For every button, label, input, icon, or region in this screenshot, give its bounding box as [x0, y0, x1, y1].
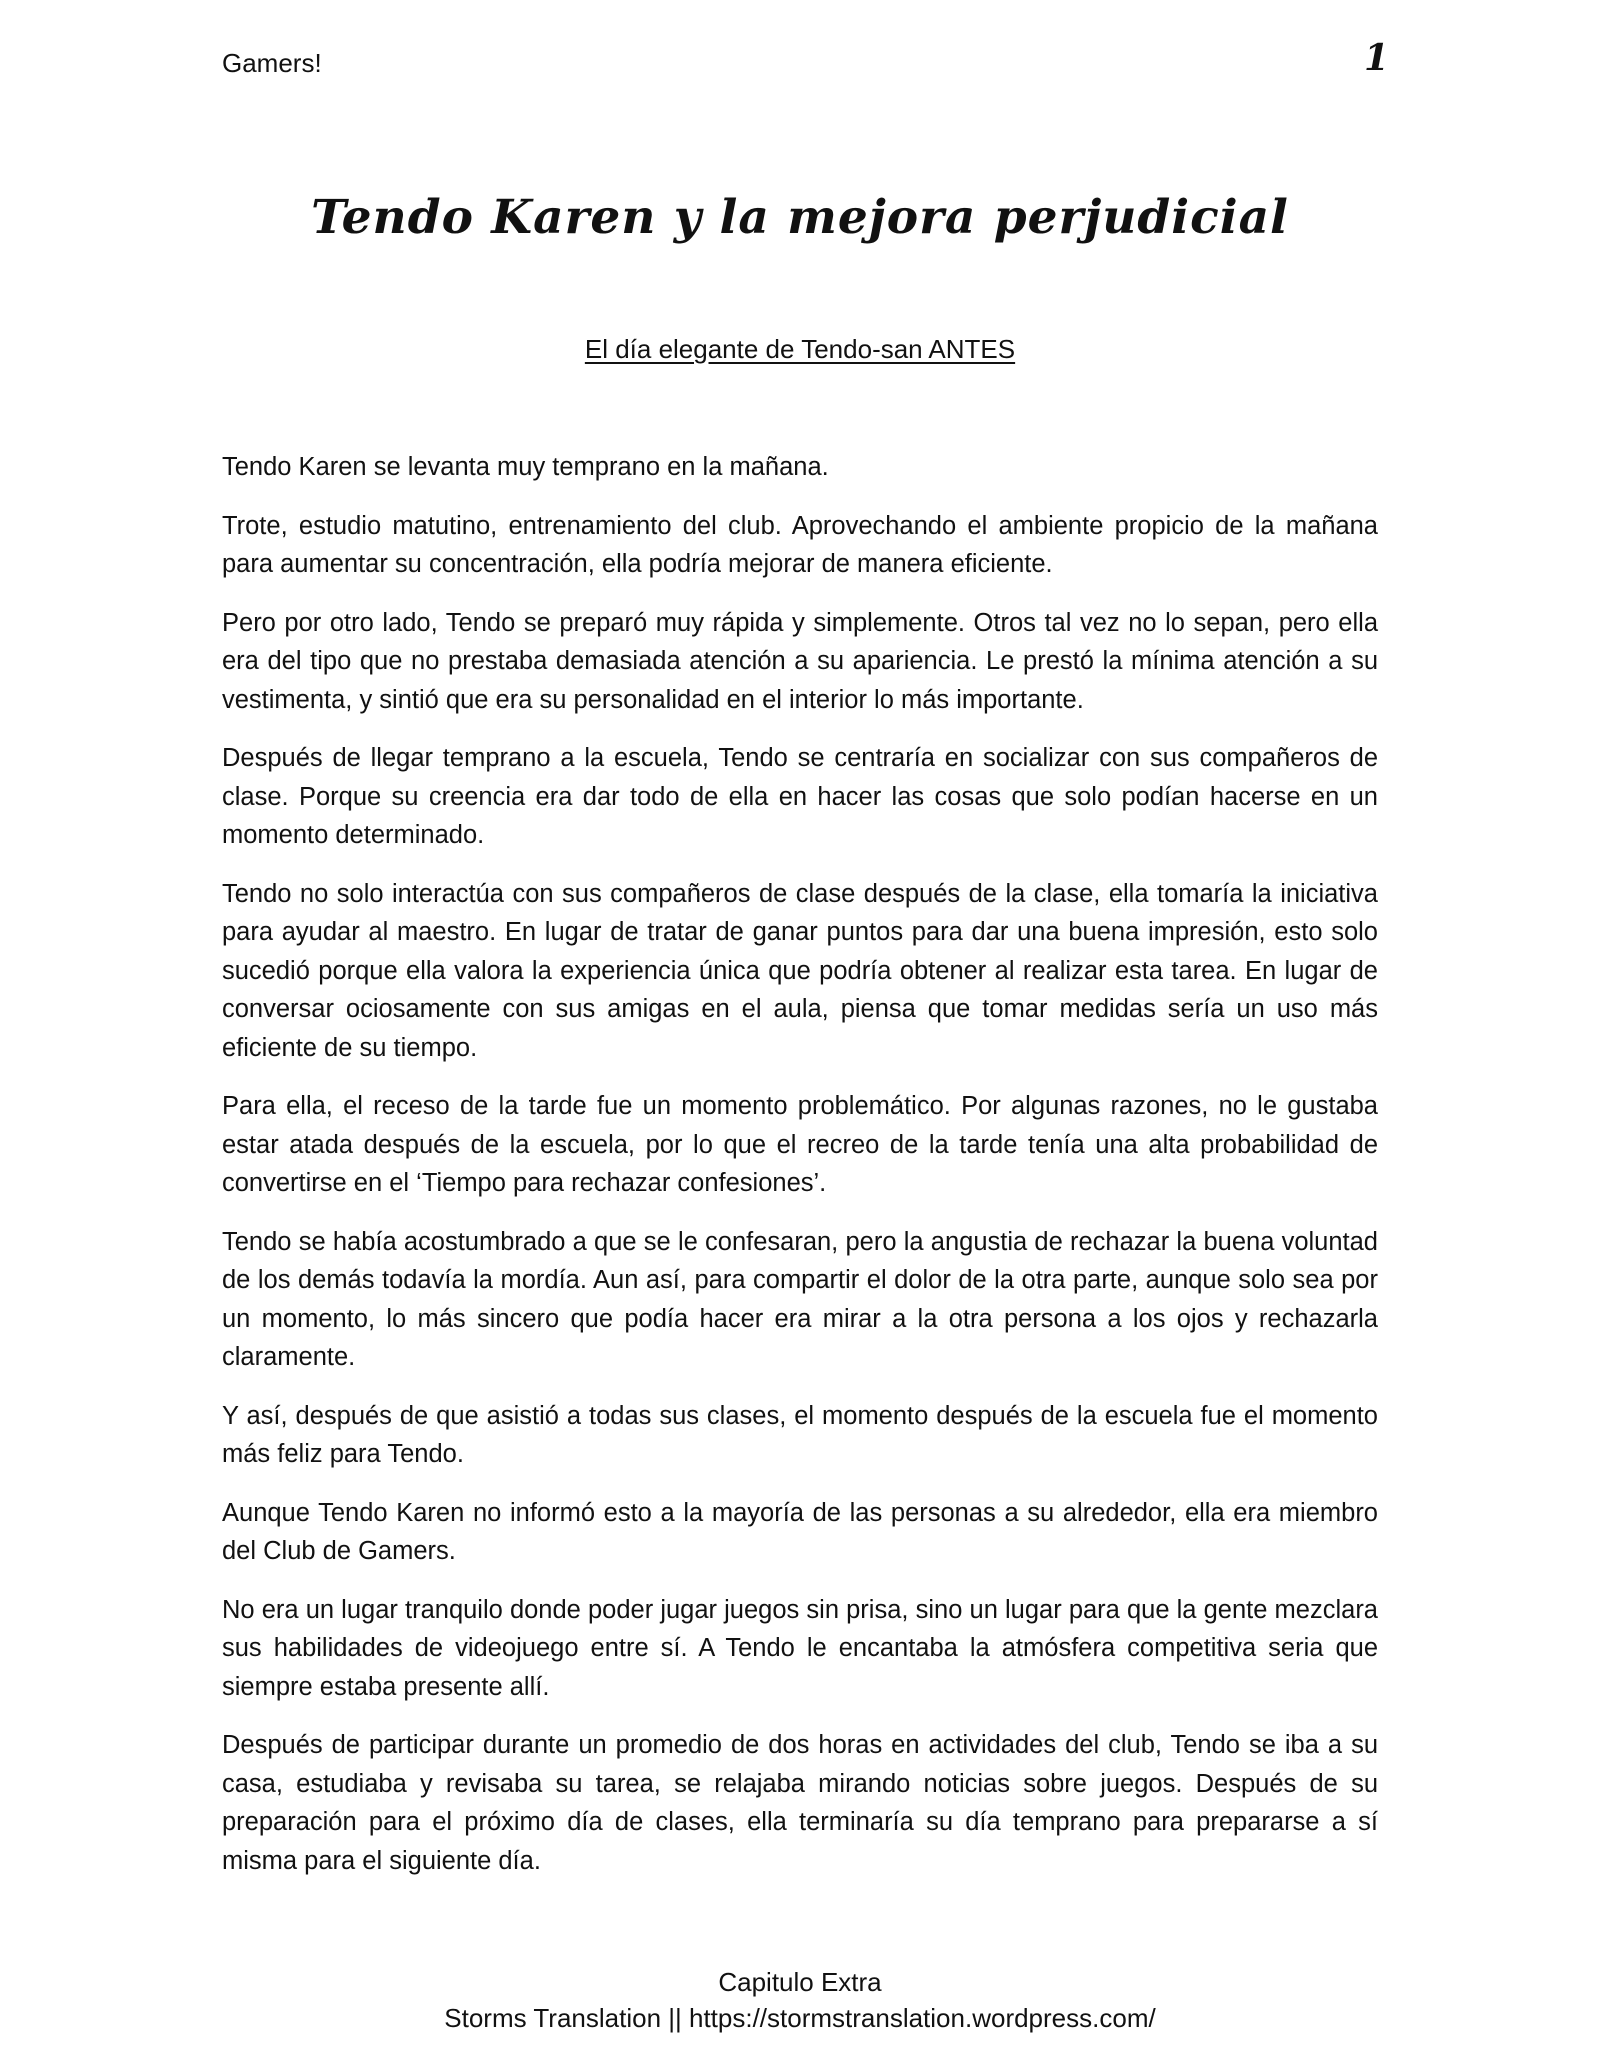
paragraph: Para ella, el receso de la tarde fue un momento problemático. Por algunas razones, no le gustaba estar atada después de la escuela, por lo que el recreo de la tarde tenía una alta probabilidad de convertirse en el ‘Tiempo para rechazar confesiones’.	[222, 1092, 1378, 1197]
chapter-title: Tendo Karen y la mejora perjudicial	[311, 190, 1289, 245]
paragraph: Aunque Tendo Karen no informó esto a la mayoría de las personas a su alrededor, ella era miembro del Club de Gamers.	[222, 1498, 1378, 1565]
paragraph: Pero por otro lado, Tendo se preparó muy rápida y simplemente. Otros tal vez no lo sepan, pero ella era del tipo que no prestaba demasiada atención a su apariencia. Le prestó la mínima atención a su vestimenta, y sintió que era su personalidad en el interior lo más importante.	[222, 608, 1378, 714]
body-text	[222, 448, 1378, 1900]
paragraph: Después de llegar temprano a la escuela, Tendo se centraría en socializar con sus compañeros de clase. Porque su creencia era dar todo de ella en hacer las cosas que solo podían hacerse en un momento determinado.	[222, 744, 1378, 849]
running-header: Gamers!	[222, 48, 322, 78]
paragraph: No era un lugar tranquilo donde poder jugar juegos sin prisa, sino un lugar para que la gente mezclara sus habilidades de videojuego entre sí. A Tendo le encantaba la atmósfera competitiva seria que siempre estaba presente allí.	[222, 1595, 1378, 1701]
paragraph: Tendo Karen se levanta muy temprano en la mañana.	[222, 453, 829, 481]
footer-credit-line: Storms Translation || https://stormstranslation.wordpress.com/	[444, 2003, 1156, 2033]
footer-chapter-label: Capitulo Extra	[718, 1967, 882, 1997]
paragraph: Tendo se había acostumbrado a que se le confesaran, pero la angustia de rechazar la buena voluntad de los demás todavía la mordía. Aun así, para compartir el dolor de la otra parte, aunque solo sea por un momento, lo más sincero que podía hacer era mirar a la otra persona a los ojos y rechazarla claramente.	[222, 1227, 1378, 1371]
page-number: 1	[1364, 37, 1390, 79]
page-footer	[0, 1964, 1600, 2036]
section-subtitle: El día elegante de Tendo-san ANTES	[584, 334, 1016, 364]
paragraph: Después de participar durante un promedio de dos horas en actividades del club, Tendo se iba a su casa, estudiaba y revisaba su tarea, se relajaba mirando noticias sobre juegos. Después de su preparación para el próximo día de clases, ella terminaría su día temprano para prepararse a sí misma para el siguiente día.	[222, 1731, 1378, 1875]
paragraph: Y así, después de que asistió a todas sus clases, el momento después de la escuela fue el momento más feliz para Tendo.	[222, 1401, 1378, 1468]
paragraph: Tendo no solo interactúa con sus compañeros de clase después de la clase, ella tomaría la iniciativa para ayudar al maestro. En lugar de tratar de ganar puntos para dar una buena impresión, esto solo sucedió porque ella valora la experiencia única que podría obtener al realizar esta tarea. En lugar de conversar ociosamente con sus amigas en el aula, piensa que tomar medidas sería un uso más eficiente de su tiempo.	[222, 879, 1378, 1062]
paragraph: Trote, estudio matutino, entrenamiento del club. Aprovechando el ambiente propicio de la mañana para aumentar su concentración, ella podría mejorar de manera eficiente.	[222, 511, 1378, 578]
